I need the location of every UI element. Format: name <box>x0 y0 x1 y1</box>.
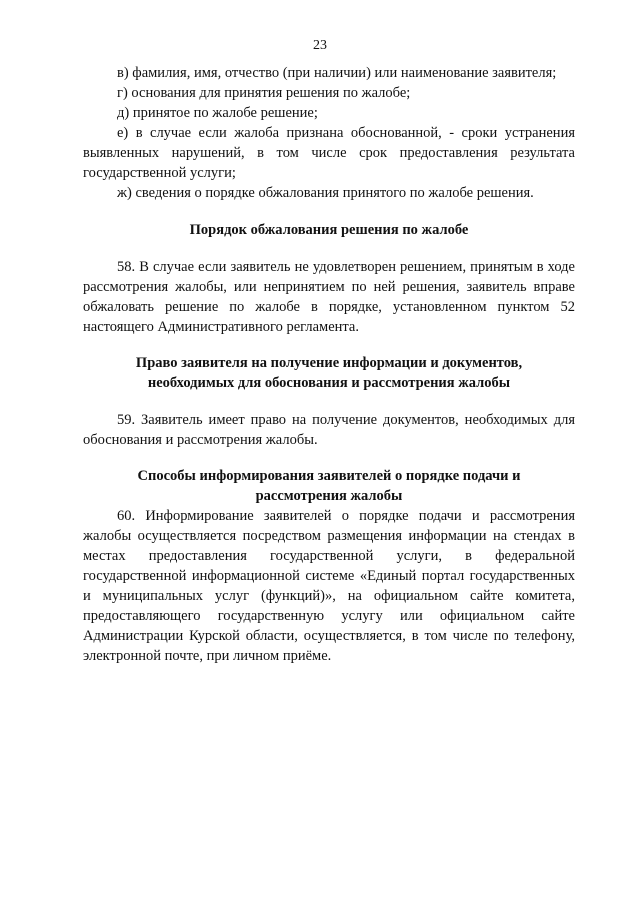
item-v: в) фамилия, имя, отчество (при наличии) или наименование заявителя; <box>117 65 557 81</box>
paragraph-60: 60. Информирование заявителей о порядке подачи и рассмотрения жалобы осуществляется посредством размещения информации на стендах в местах предоставления государственной услуги, в федеральной государственной информационной системе «Единый портал государственных и муниципальных услуг (функций)», на официальном сайте комитета, предоставляющего государственную услугу или официальном сайте Администрации Курской области, осуществляется, в том числе по телефону, электронной почте, при личном приёме. <box>83 508 575 664</box>
item-e: е) в случае если жалоба признана обоснованной, - сроки устранения выявленных нарушений, в том числе срок предоставления результата государственной услуги; <box>83 125 575 181</box>
section-heading-informing-line2: рассмотрения жалобы <box>255 488 403 504</box>
paragraph-58: 58. В случае если заявитель не удовлетворен решением, принятым в ходе рассмотрения жалобы, или непринятием по ней решения, заявитель вправе обжаловать решение по жалобе в порядке, установленном пунктом 52 настоящего Административного регламента. <box>83 259 575 335</box>
page-number: 23 <box>313 38 327 53</box>
item-zh: ж) сведения о порядке обжалования принятого по жалобе решения. <box>117 185 534 201</box>
section-heading-informing <box>83 466 575 506</box>
section-heading-rights-line1: Право заявителя на получение информации и документов, <box>135 355 523 371</box>
item-d: д) принятое по жалобе решение; <box>117 105 318 121</box>
section-heading-rights-line2: необходимых для обоснования и рассмотрения жалобы <box>147 375 511 391</box>
paragraph-59: 59. Заявитель имеет право на получение документов, необходимых для обоснования и рассмотрения жалобы. <box>83 412 575 448</box>
section-heading-appeal: Порядок обжалования решения по жалобе <box>189 222 469 238</box>
section-heading-informing-line1: Способы информирования заявителей о порядке подачи и <box>137 468 521 484</box>
page-body <box>83 63 575 666</box>
item-g: г) основания для принятия решения по жалобе; <box>117 85 411 101</box>
section-heading-rights <box>83 353 575 393</box>
